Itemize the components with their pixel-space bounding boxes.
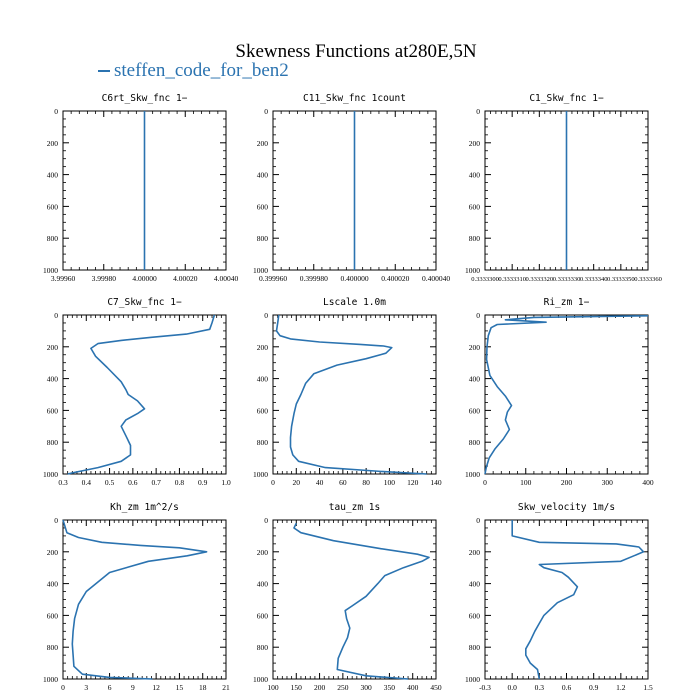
chart-panel — [465, 297, 654, 487]
y-tick-label: 200 — [256, 547, 268, 557]
series-line — [485, 316, 648, 474]
x-tick-label: 0.3333350 — [607, 276, 635, 283]
panel-title: Ri_zm 1− — [543, 297, 590, 308]
x-tick-label: 0.3333320 — [525, 276, 554, 283]
x-tick-label: 450 — [430, 683, 442, 692]
x-tick-label: 0.400020 — [381, 274, 410, 283]
y-tick-label: 400 — [46, 579, 58, 589]
plot-frame — [63, 315, 226, 474]
x-tick-label: 140 — [430, 478, 442, 487]
x-tick-label: 0.7 — [151, 478, 161, 487]
series-line — [294, 523, 429, 679]
y-tick-label: 0 — [476, 107, 480, 116]
chart-panel — [465, 93, 662, 283]
y-tick-label: 200 — [468, 138, 480, 148]
y-tick-label: 0 — [54, 311, 58, 320]
plot-frame — [485, 315, 648, 474]
x-tick-label: 0.3333340 — [579, 276, 608, 283]
x-tick-label: 0.9 — [198, 478, 208, 487]
chart-panel — [253, 297, 442, 487]
legend-label: steffen_code_for_ben2 — [114, 60, 289, 81]
y-tick-label: 0 — [54, 516, 58, 525]
x-tick-label: 0.399960 — [258, 274, 288, 283]
x-tick-label: 0.3333330 — [552, 276, 581, 283]
x-tick-label: 0.3333310 — [498, 276, 526, 283]
x-tick-label: 4.00020 — [173, 274, 198, 283]
y-tick-label: 1000 — [253, 675, 268, 684]
x-tick-label: 9 — [130, 683, 135, 692]
y-tick-label: 200 — [46, 342, 58, 352]
series-line — [63, 520, 207, 679]
chart-panel — [43, 502, 230, 692]
x-tick-label: 250 — [337, 683, 349, 692]
series-line — [512, 520, 643, 679]
x-tick-label: 6 — [107, 683, 112, 692]
y-tick-label: 800 — [256, 438, 268, 448]
x-tick-label: 120 — [407, 478, 419, 487]
y-tick-label: 1000 — [43, 675, 58, 684]
chart-panel — [253, 93, 450, 283]
y-tick-label: 800 — [256, 234, 268, 244]
x-tick-label: 0.8 — [174, 478, 185, 487]
x-tick-label: -0.3 — [479, 683, 491, 692]
x-tick-label: 0 — [271, 478, 275, 487]
x-tick-label: 150 — [290, 683, 302, 692]
panel-title: Lscale 1.0m — [323, 297, 386, 308]
x-tick-label: 0.6 — [561, 683, 572, 692]
x-tick-label: 200 — [560, 478, 573, 487]
x-tick-label: 0.400000 — [340, 274, 369, 283]
x-tick-label: 1.0 — [221, 478, 231, 487]
y-tick-label: 400 — [256, 579, 268, 589]
y-tick-label: 0 — [264, 107, 268, 116]
y-tick-label: 200 — [256, 138, 268, 148]
x-tick-label: 15 — [175, 683, 184, 692]
y-tick-label: 400 — [256, 170, 268, 180]
y-tick-label: 400 — [46, 170, 58, 180]
y-tick-label: 200 — [46, 547, 58, 557]
x-tick-label: 0.3333300 — [471, 276, 499, 283]
x-tick-label: 1.5 — [643, 683, 653, 692]
y-tick-label: 400 — [468, 374, 480, 384]
x-tick-label: 0.5 — [104, 478, 115, 487]
y-tick-label: 200 — [468, 342, 480, 352]
panel-title: Skw_velocity 1m/s — [517, 502, 616, 513]
y-tick-label: 1000 — [43, 266, 58, 275]
y-tick-label: 800 — [468, 438, 480, 448]
chart-panel — [43, 93, 238, 283]
x-tick-label: 400 — [642, 478, 654, 487]
y-tick-label: 200 — [256, 342, 268, 352]
y-tick-label: 800 — [46, 438, 58, 448]
panel-grid — [43, 93, 662, 692]
x-tick-label: 4.00040 — [213, 274, 239, 283]
y-tick-label: 1000 — [465, 266, 480, 275]
y-tick-label: 600 — [468, 406, 480, 416]
y-tick-label: 800 — [468, 234, 480, 244]
panel-title: Kh_zm 1m^2/s — [110, 502, 179, 513]
panel-title: C11_Skw_fnc 1count — [303, 93, 406, 104]
y-tick-label: 1000 — [465, 675, 480, 684]
y-tick-label: 1000 — [43, 470, 58, 479]
y-tick-label: 1000 — [253, 470, 268, 479]
y-tick-label: 600 — [468, 611, 480, 621]
y-tick-label: 400 — [46, 374, 58, 384]
x-tick-label: 0.3 — [534, 683, 545, 692]
y-tick-label: 800 — [46, 234, 58, 244]
x-tick-label: 0.399980 — [299, 274, 328, 283]
y-tick-label: 600 — [46, 611, 58, 621]
x-tick-label: 20 — [292, 478, 301, 487]
x-tick-label: 80 — [362, 478, 370, 487]
x-tick-label: 0.3333360 — [634, 276, 662, 283]
x-tick-label: 40 — [315, 478, 324, 487]
chart-panel — [465, 502, 653, 692]
figure-legend — [98, 60, 289, 81]
y-tick-label: 400 — [256, 374, 268, 384]
y-tick-label: 800 — [256, 643, 268, 653]
y-tick-label: 400 — [468, 170, 480, 180]
y-tick-label: 800 — [468, 643, 480, 653]
x-tick-label: 3.99980 — [91, 274, 116, 283]
x-tick-label: 60 — [339, 478, 347, 487]
y-tick-label: 200 — [46, 138, 58, 148]
panel-title: C1_Skw_fnc 1− — [529, 93, 604, 104]
panel-title: C7_Skw_fnc 1− — [107, 297, 182, 308]
x-tick-label: 0.0 — [507, 683, 517, 692]
y-tick-label: 800 — [46, 643, 58, 653]
x-tick-label: 100 — [267, 683, 279, 692]
x-tick-label: 300 — [360, 683, 372, 692]
y-tick-label: 1000 — [253, 266, 268, 275]
y-tick-label: 0 — [54, 107, 58, 116]
x-tick-label: 0 — [483, 478, 487, 487]
x-tick-label: 0.9 — [588, 683, 599, 692]
x-tick-label: 100 — [520, 478, 532, 487]
chart-panel — [253, 502, 442, 692]
x-tick-label: 18 — [198, 683, 207, 692]
x-tick-label: 4.00000 — [132, 274, 157, 283]
y-tick-label: 0 — [476, 311, 480, 320]
y-tick-label: 600 — [468, 202, 480, 212]
x-tick-label: 3 — [84, 683, 89, 692]
x-tick-label: 0.4 — [81, 478, 91, 487]
x-tick-label: 350 — [383, 683, 396, 692]
y-tick-label: 0 — [476, 516, 480, 525]
series-line — [277, 315, 427, 474]
y-tick-label: 600 — [46, 202, 58, 212]
x-tick-label: 1.2 — [616, 683, 626, 692]
x-tick-label: 300 — [601, 478, 613, 487]
plot-frame — [63, 520, 226, 679]
y-tick-label: 0 — [264, 311, 268, 320]
panel-title: C6rt_Skw_fnc 1− — [101, 93, 188, 104]
y-tick-label: 600 — [46, 406, 58, 416]
plot-frame — [485, 520, 648, 679]
y-tick-label: 0 — [264, 516, 268, 525]
panel-title: tau_zm 1s — [328, 502, 381, 513]
y-tick-label: 600 — [256, 611, 268, 621]
y-tick-label: 200 — [468, 547, 480, 557]
x-tick-label: 12 — [152, 683, 160, 692]
x-tick-label: 0.6 — [128, 478, 138, 487]
x-tick-label: 0.3 — [58, 478, 68, 487]
x-tick-label: 0 — [61, 683, 65, 692]
figure-title: Skewness Functions at280E,5N — [235, 41, 477, 62]
y-tick-label: 400 — [468, 579, 480, 589]
x-tick-label: 21 — [222, 683, 230, 692]
x-tick-label: 3.99960 — [50, 274, 76, 283]
x-tick-label: 100 — [383, 478, 396, 487]
x-tick-label: 0.400040 — [421, 274, 451, 283]
y-tick-label: 600 — [256, 406, 268, 416]
x-tick-label: 400 — [407, 683, 419, 692]
series-line — [68, 315, 215, 474]
y-tick-label: 600 — [256, 202, 268, 212]
x-tick-label: 200 — [313, 683, 326, 692]
chart-panel — [43, 297, 231, 487]
y-tick-label: 1000 — [465, 470, 480, 479]
